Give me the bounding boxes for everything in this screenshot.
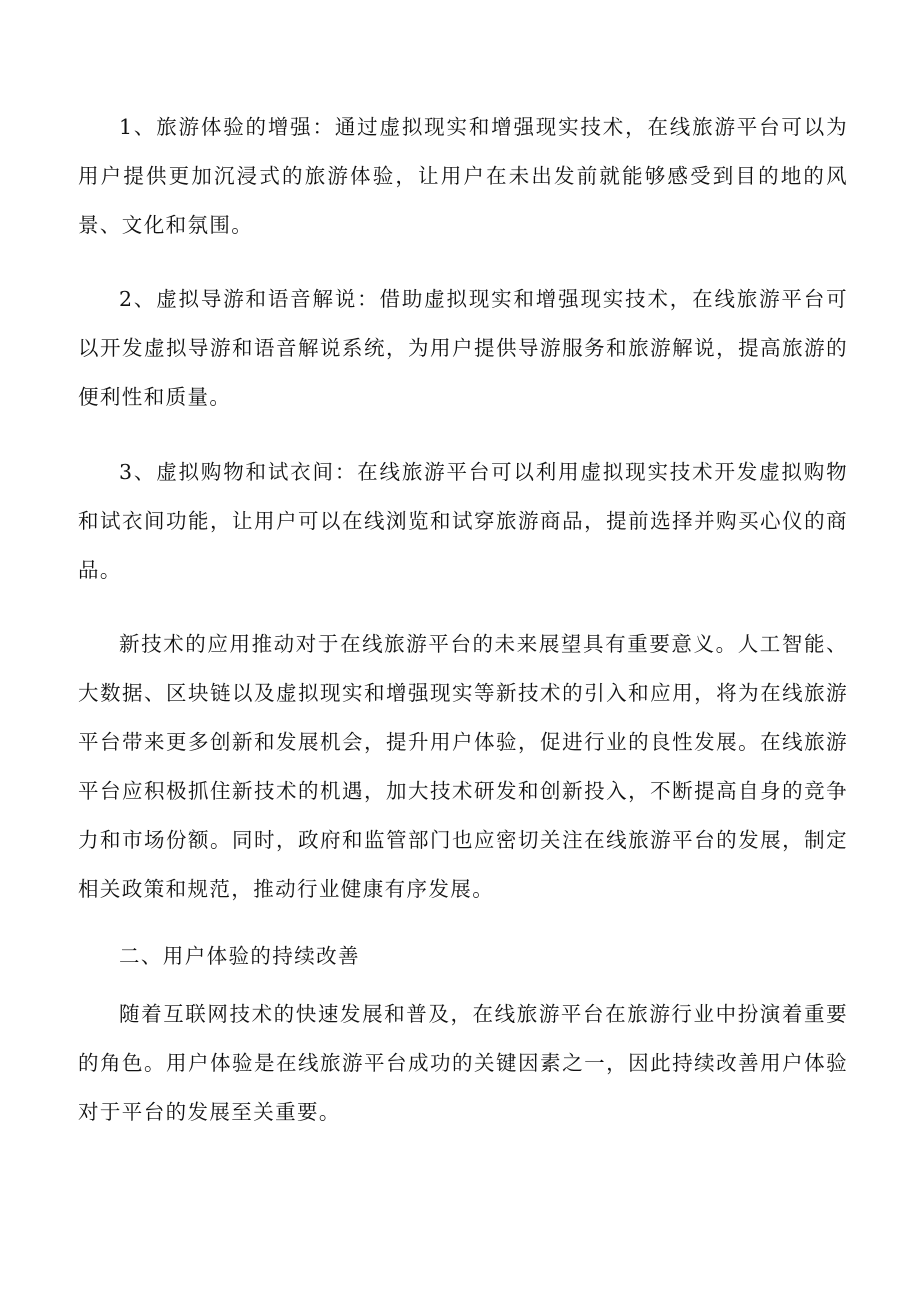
paragraph-virtual-shopping: 3、虚拟购物和试衣间：在线旅游平台可以利用虚拟现实技术开发虚拟购物和试衣间功能，让用户可以在线浏览和试穿旅游商品，提前选择并购买心仪的商品。 [78,460,848,582]
paragraph-user-experience: 随着互联网技术的快速发展和普及，在线旅游平台在旅游行业中扮演着重要的角色。用户体验是在线旅游平台成功的关键因素之一，因此持续改善用户体验对于平台的发展至关重要。 [78,1002,848,1124]
section-heading: 二、用户体验的持续改善 [119,944,360,968]
paragraph-virtual-guide: 2、虚拟导游和语音解说：借助虚拟现实和增强现实技术，在线旅游平台可以开发虚拟导游和语音解说系统，为用户提供导游服务和旅游解说，提高旅游的便利性和质量。 [78,287,848,409]
paragraph-new-technology: 新技术的应用推动对于在线旅游平台的未来展望具有重要意义。人工智能、大数据、区块链以及虚拟现实和增强现实等新技术的引入和应用，将为在线旅游平台带来更多创新和发展机会，提升用户体验，促进行业的良性发展。在线旅游平台应积极抓住新技术的机遇，加大技术研发和创新投入，不断提高自身的竞争力和市场份额。同时，政府和监管部门也应密切关注在线旅游平台的发展，制定相关政策和规范，推动行业健康有序发展。 [78,632,848,901]
paragraph-tourism-experience: 1、旅游体验的增强：通过虚拟现实和增强现实技术，在线旅游平台可以为用户提供更加沉浸式的旅游体验，让用户在未出发前就能够感受到目的地的风景、文化和氛围。 [78,115,848,237]
